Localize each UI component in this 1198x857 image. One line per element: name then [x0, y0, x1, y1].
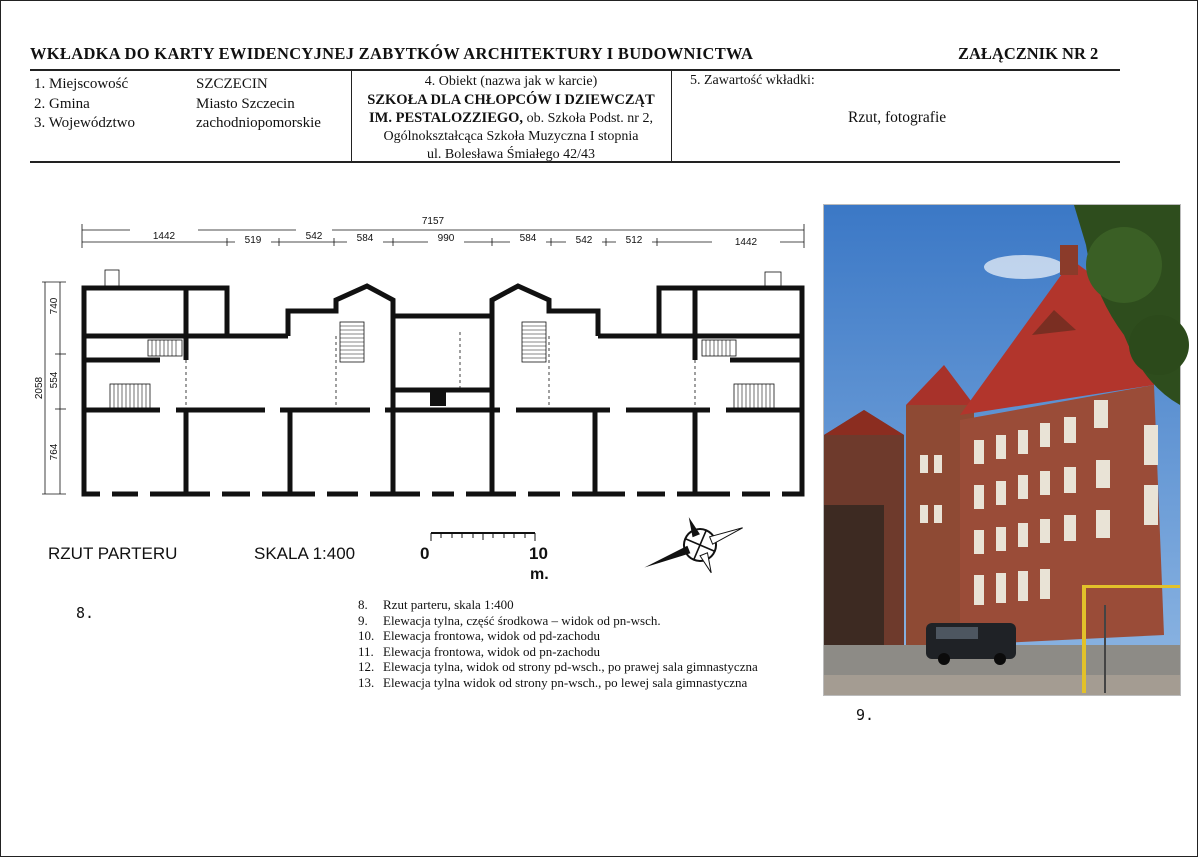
object-current-school: ob. Szkoła Podst. nr 2, [523, 111, 653, 126]
field-label-voivodeship: 3. Województwo [34, 115, 136, 131]
contents-value: Rzut, fotografie [848, 109, 947, 126]
field-label-commune: 2. Gmina [34, 95, 90, 112]
dim-left-3: 764 [49, 443, 60, 461]
dim-left-1: 740 [49, 297, 60, 315]
object-patron: IM. PESTALOZZIEGO, [369, 110, 524, 126]
scale-bar [415, 527, 537, 543]
caption-9: 9. Elewacja tylna, część środkowa – widok od pn-wsch. [358, 612, 661, 628]
dim-2: 519 [244, 235, 262, 246]
dim-7: 542 [575, 235, 593, 246]
dim-6: 584 [519, 233, 537, 244]
plan-title: RZUT PARTERU [48, 544, 178, 563]
plan-scale: SKALA 1:400 [254, 544, 356, 563]
object-label: 4. Obiekt (nazwa jak w karcie) [424, 74, 598, 89]
floor-plan-drawing [34, 212, 815, 502]
column-divider-2 [671, 71, 672, 162]
object-description [352, 73, 670, 164]
caption-8: 8. Rzut parteru, skala 1:400 [358, 597, 514, 612]
dim-8: 512 [625, 235, 643, 246]
field-values [196, 75, 321, 134]
object-name: SZKOŁA DLA CHŁOPCÓW I DZIEWCZĄT [367, 92, 655, 108]
dim-1: 1442 [152, 231, 176, 242]
field-value-locality: SZCZECIN [196, 76, 268, 92]
caption-10: 10. Elewacja frontowa, widok od pd-zachodu [358, 628, 600, 643]
dim-4: 584 [356, 233, 374, 244]
caption-12: 12. Elewacja tylna, widok od strony pd-wsch., po prawej sala gimnastyczna [358, 659, 758, 674]
dim-left-2: 554 [49, 371, 60, 389]
dim-5: 990 [437, 233, 455, 244]
field-value-commune: Miasto Szczecin [196, 95, 295, 112]
building-photo [823, 204, 1181, 696]
caption-13: 13. Elewacja tylna widok od strony pn-wsch., po lewej sala gimnastyczna [358, 674, 748, 690]
object-music-school: Ogólnokształcąca Szkoła Muzyczna I stopnia [383, 129, 639, 144]
dim-9: 1442 [734, 237, 758, 248]
dim-left-total: 2058 [34, 376, 45, 400]
object-address: ul. Bolesława Śmiałego 42/43 [427, 147, 595, 162]
field-labels [34, 75, 135, 134]
dim-total: 7157 [421, 216, 445, 227]
scale-ten: 10 [529, 544, 548, 563]
caption-11: 11. Elewacja frontowa, widok od pn-zachodu [358, 643, 600, 659]
scale-unit: m. [530, 566, 549, 583]
dim-3: 542 [305, 231, 323, 242]
field-label-locality: 1. Miejscowość [34, 76, 129, 92]
handwritten-number-9: 9. [856, 706, 875, 724]
field-value-voivodeship: zachodniopomorskie [196, 115, 321, 131]
north-arrow-icon [640, 512, 750, 582]
header-rule-top [30, 69, 1120, 71]
handwritten-number-8: 8. [76, 604, 95, 622]
contents-label: 5. Zawartość wkładki: [690, 73, 815, 88]
scale-zero: 0 [420, 544, 430, 563]
annex-label: ZAŁĄCZNIK NR 2 [958, 44, 1099, 63]
caption-list [358, 597, 758, 690]
document-title: WKŁADKA DO KARTY EWIDENCYJNEJ ZABYTKÓW ARCHITEKTURY I BUDOWNICTWA [30, 44, 754, 63]
